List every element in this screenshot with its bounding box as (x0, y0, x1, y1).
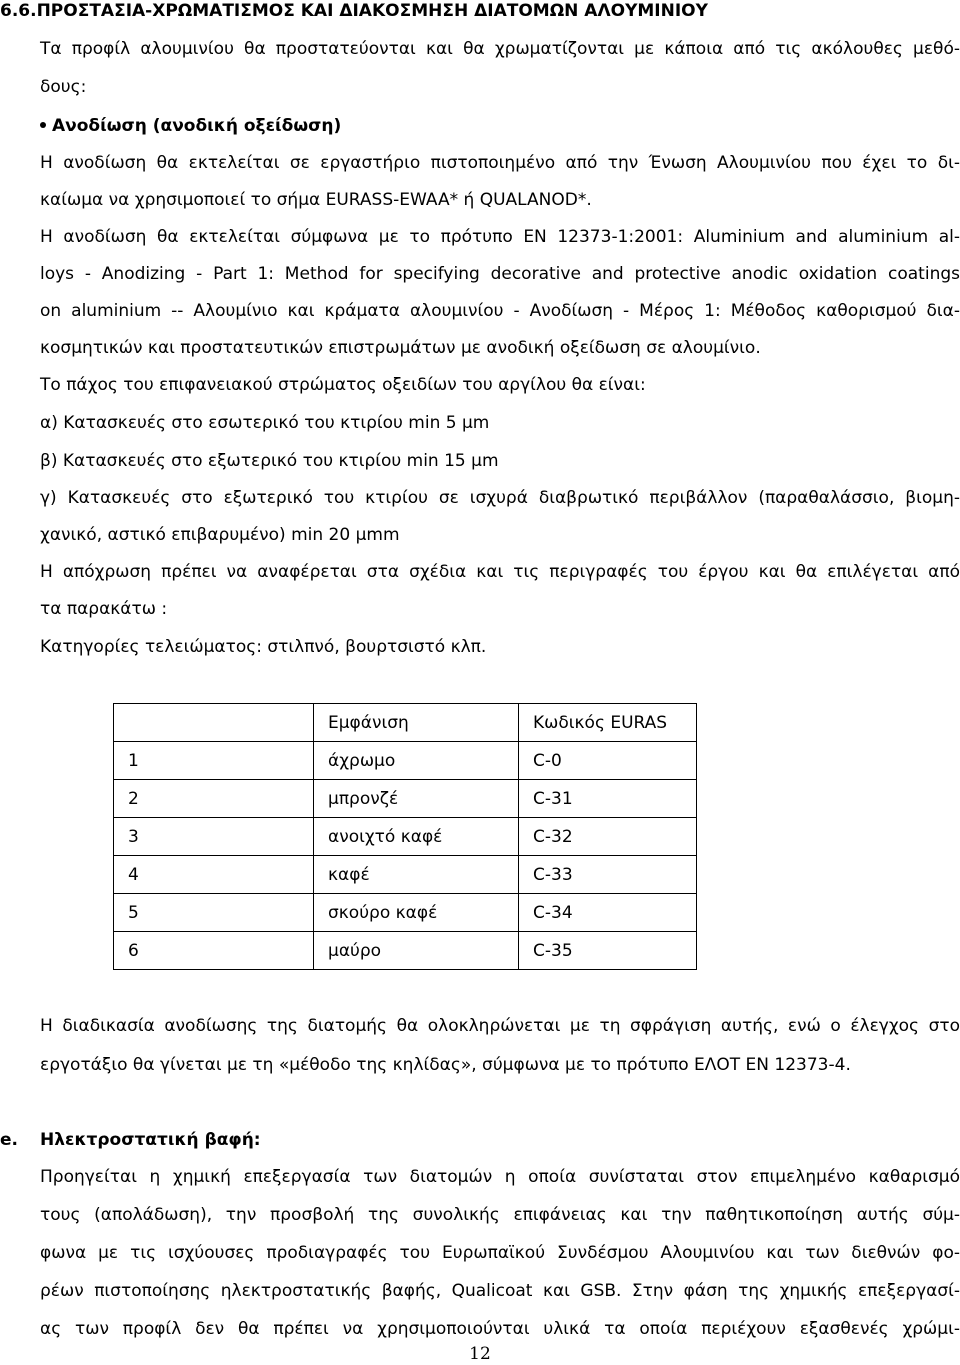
subsection-label: e. (0, 1130, 18, 1150)
table-header-row (114, 704, 697, 742)
table-cell: 4 (114, 856, 314, 894)
table-cell: 2 (114, 780, 314, 818)
table-cell: C-34 (519, 894, 697, 932)
table-header-cell (114, 704, 314, 742)
intro-line-2: δους: (40, 77, 87, 97)
item-c-line-2: χανικό, αστικό επιβαρυμένο) min 20 μmm (40, 525, 400, 545)
table-cell: C-35 (519, 932, 697, 970)
table-cell: άχρωμο (314, 742, 519, 780)
para7-line-2: τους (απολάδωση), την προσβολή της συνολικής επιφάνειας και την παθητικοποίηση αυτής σύμ- (40, 1205, 960, 1225)
subsection-title: Ηλεκτροστατική βαφή: (40, 1130, 261, 1150)
table-cell: καφέ (314, 856, 519, 894)
para7-line-4: ρέων πιστοποίησης ηλεκτροστατικής βαφής, Qualicoat και GSB. Στην φάση της χημικής επεξεργασί- (40, 1281, 960, 1301)
table-row (114, 742, 697, 780)
para2-line-2: loys - Anodizing - Part 1: Method for specifying decorative and protective anodic oxidation coatings (40, 264, 960, 284)
table-cell: σκούρο καφέ (314, 894, 519, 932)
para1-line-2: καίωμα να χρησιμοποιεί το σήμα EURASS-EWAA* ή QUALANOD*. (40, 190, 592, 210)
table-cell: 6 (114, 932, 314, 970)
para7-line-3: φωνα με τις ισχύουσες προδιαγραφές του Ευρωπαϊκού Συνδέσμου Αλουμινίου και των διεθνών φο- (40, 1243, 960, 1263)
table-row (114, 780, 697, 818)
table-cell: μαύρο (314, 932, 519, 970)
para7-line-5: ας των προφίλ δεν θα πρέπει να χρησιμοποιούνται υλικά τα οποία περιέχουν εξασθενές χρώμι- (40, 1319, 960, 1339)
table-row (114, 818, 697, 856)
intro-line-1: Τα προφίλ αλουμινίου θα προστατεύονται και θα χρωματίζονται με κάποια από τις ακόλουθες μεθό- (40, 39, 960, 59)
table-cell: 5 (114, 894, 314, 932)
item-b: β) Κατασκευές στο εξωτερικό του κτιρίου min 15 μm (40, 451, 499, 471)
thickness-intro: Το πάχος του επιφανειακού στρώματος οξειδίων του αργίλου θα είναι: (40, 375, 646, 395)
table-row (114, 932, 697, 970)
para4-line-2: τα παρακάτω : (40, 599, 168, 619)
para2-line-3: on aluminium -- Αλουμίνιο και κράματα αλουμινίου - Ανοδίωση - Μέρος 1: Μέθοδος καθορισμού δια- (40, 301, 960, 321)
table-cell: μπρονζέ (314, 780, 519, 818)
table-cell: C-33 (519, 856, 697, 894)
table-cell: 1 (114, 742, 314, 780)
para7-line-1: Προηγείται η χημική επεξεργασία των διατομών η οποία συνίσταται στον επιμελημένο καθαρισμό (40, 1167, 960, 1187)
para2-line-4: κοσμητικών και προστατευτικών επιστρωμάτων με ανοδική οξείδωση σε αλουμίνιο. (40, 338, 761, 358)
table-header-cell: Κωδικός EURAS (519, 704, 697, 742)
table-header-cell: Εμφάνιση (314, 704, 519, 742)
finish-categories: Κατηγορίες τελειώματος: στιλπνό, βουρτσιστό κλπ. (40, 637, 487, 657)
bullet-title: Ανοδίωση (ανοδική οξείδωση) (52, 116, 342, 136)
table-cell: 3 (114, 818, 314, 856)
euras-color-table (113, 703, 697, 970)
item-a: α) Κατασκευές στο εσωτερικό του κτιρίου min 5 μm (40, 413, 490, 433)
bullet-item (40, 115, 341, 137)
section-heading: 6.6.ΠΡΟΣΤΑΣΙΑ-ΧΡΩΜΑΤΙΣΜΟΣ ΚΑΙ ΔΙΑΚΟΣΜΗΣΗ ΔΙΑΤΟΜΩΝ ΑΛΟΥΜΙΝΙΟΥ (0, 1, 708, 21)
page-number: 12 (469, 1344, 491, 1364)
item-c-line-1: γ) Κατασκευές στο εξωτερικό του κτιρίου σε ισχυρά διαβρωτικό περιβάλλον (παραθαλάσσιο, βιομη- (40, 488, 960, 508)
table-cell: C-0 (519, 742, 697, 780)
para6-line-2: εργοτάξιο θα γίνεται με τη «μέθοδο της κηλίδας», σύμφωνα με το πρότυπο ΕΛΟΤ ΕΝ 12373-4. (40, 1055, 851, 1075)
table-cell: C-31 (519, 780, 697, 818)
table-row (114, 894, 697, 932)
para4-line-1: Η απόχρωση πρέπει να αναφέρεται στα σχέδια και τις περιγραφές του έργου και θα επιλέγεται από (40, 562, 960, 582)
table-cell: C-32 (519, 818, 697, 856)
table-cell: ανοιχτό καφέ (314, 818, 519, 856)
bullet-icon (40, 122, 46, 128)
para2-line-1: Η ανοδίωση θα εκτελείται σύμφωνα με το πρότυπο EN 12373-1:2001: Aluminium and aluminium al- (40, 227, 960, 247)
para6-line-1: Η διαδικασία ανοδίωσης της διατομής θα ολοκληρώνεται με τη σφράγιση αυτής, ενώ ο έλεγχος στο (40, 1016, 960, 1036)
para1-line-1: Η ανοδίωση θα εκτελείται σε εργαστήριο πιστοποιημένο από την Ένωση Αλουμινίου που έχει το δι- (40, 153, 960, 173)
table-row (114, 856, 697, 894)
